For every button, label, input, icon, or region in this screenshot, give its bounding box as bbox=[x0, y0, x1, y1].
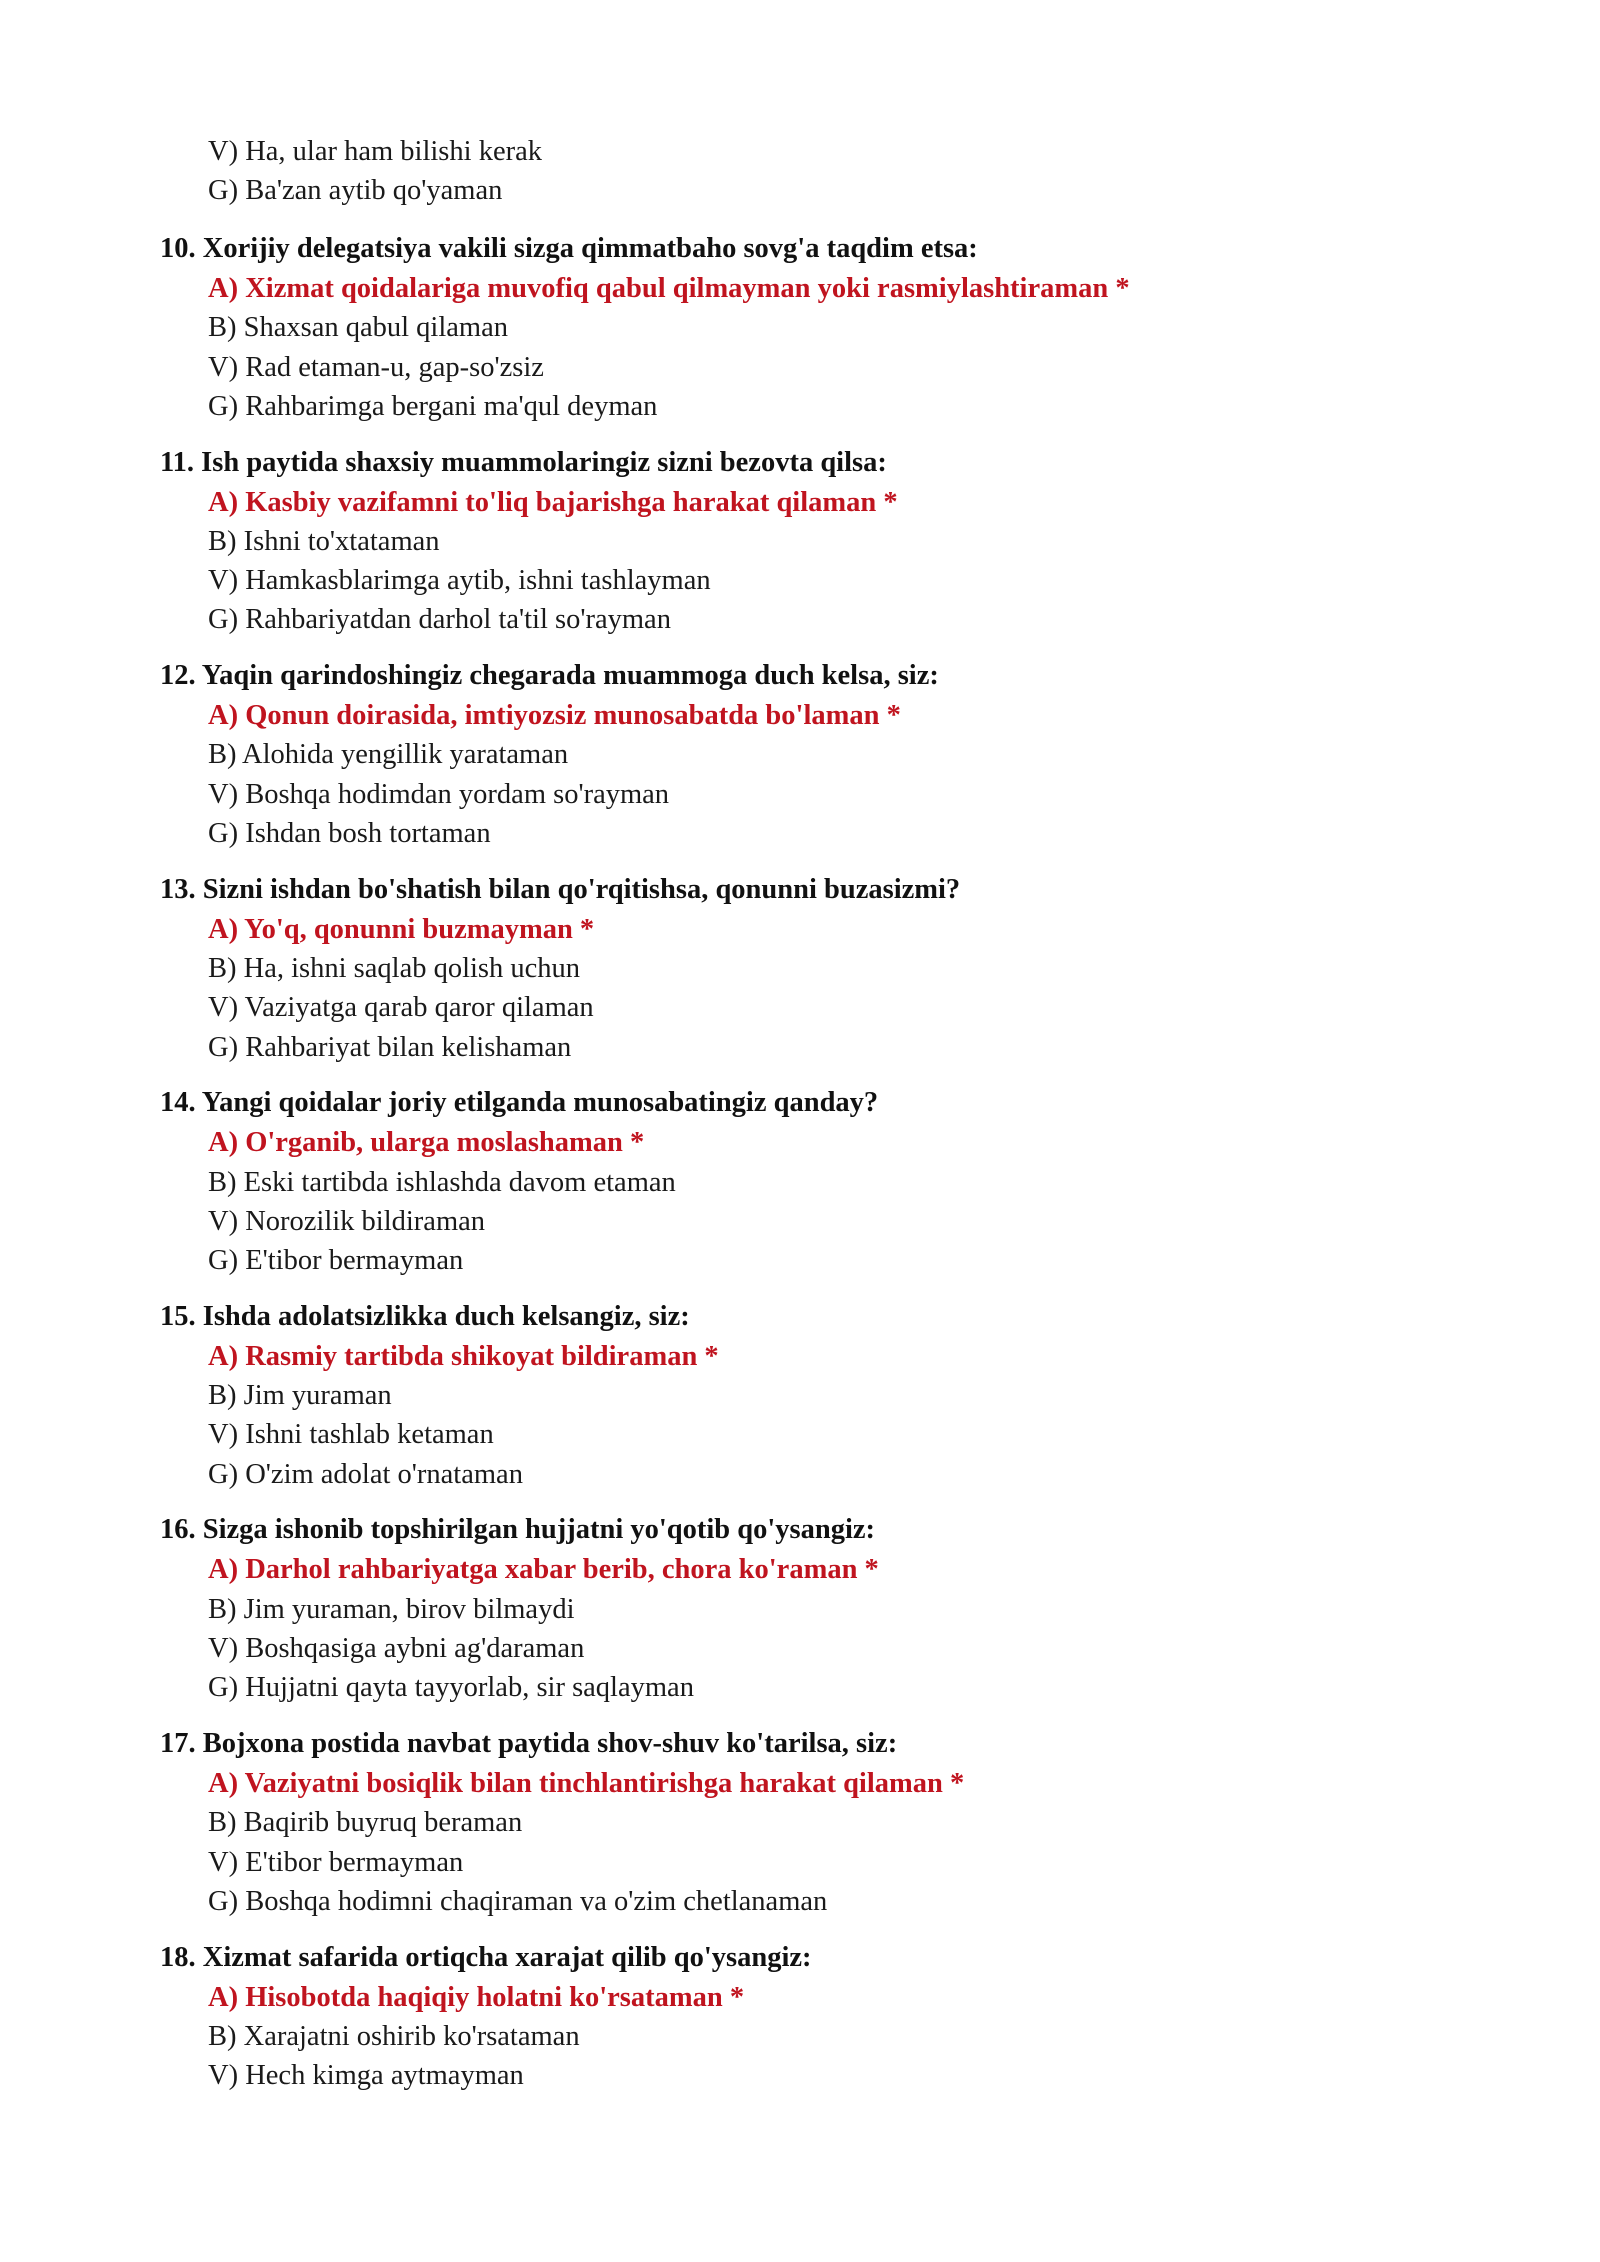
answer-option: G) Rahbariyat bilan kelishaman bbox=[208, 1031, 572, 1063]
question-block bbox=[160, 1083, 1130, 1280]
question-title: 10. Xorijiy delegatsiya vakili sizga qimmatbaho sovg'a taqdim etsa: bbox=[160, 233, 978, 264]
correct-answer-option: A) Yo'q, qonunni buzmayman * bbox=[208, 913, 595, 945]
answer-options bbox=[160, 269, 1130, 426]
answer-option: G) E'tibor bermayman bbox=[208, 1245, 464, 1277]
question-title: 13. Sizni ishdan bo'shatish bilan qo'rqitishsa, qonunni buzasizmi? bbox=[160, 873, 961, 905]
question-block bbox=[160, 656, 1130, 853]
answer-option: V) Hamkasblarimga aytib, ishni tashlayman bbox=[208, 565, 711, 597]
answer-option: B) Ha, ishni saqlab qolish uchun bbox=[208, 953, 581, 985]
answer-option: B) Baqirib buyruq beraman bbox=[208, 1807, 523, 1839]
answer-option: G) Boshqa hodimni chaqiraman va o'zim chetlanaman bbox=[208, 1885, 828, 1917]
correct-answer-option: A) Qonun doirasida, imtiyozsiz munosabatda bo'laman * bbox=[208, 700, 901, 732]
answer-options bbox=[160, 1978, 1130, 2096]
question-block bbox=[160, 1297, 1130, 1494]
answer-option: B) Eski tartibda ishlashda davom etaman bbox=[208, 1166, 676, 1198]
correct-answer-option: A) O'rganib, ularga moslashaman * bbox=[208, 1127, 645, 1159]
question-title: 17. Bojxona postida navbat paytida shov-shuv ko'tarilsa, siz: bbox=[160, 1728, 898, 1760]
question-title: 18. Xizmat safarida ortiqcha xarajat qilib qo'ysangiz: bbox=[160, 1941, 812, 1973]
question-title: 12. Yaqin qarindoshingiz chegarada muammoga duch kelsa, siz: bbox=[160, 660, 939, 692]
answer-options bbox=[160, 1123, 1130, 1280]
answer-options bbox=[160, 696, 1130, 853]
correct-answer-option: A) Darhol rahbariyatga xabar berib, chora ko'raman * bbox=[208, 1554, 879, 1586]
answer-option: V) Boshqasiga aybni ag'daraman bbox=[208, 1633, 585, 1665]
question-block bbox=[160, 229, 1130, 426]
answer-option: V) Hech kimga aytmayman bbox=[208, 2060, 524, 2092]
answer-options bbox=[160, 1764, 1130, 1921]
answer-options bbox=[160, 1550, 1130, 1707]
question-title: 11. Ish paytida shaxsiy muammolaringiz sizni bezovta qilsa: bbox=[160, 446, 887, 478]
answer-options bbox=[160, 483, 1130, 640]
option: G) Ba'zan aytib qo'yaman bbox=[208, 175, 503, 207]
correct-answer-option: A) Hisobotda haqiqiy holatni ko'rsataman * bbox=[208, 1981, 745, 2013]
answer-option: B) Jim yuraman bbox=[208, 1380, 392, 1412]
question-title: 16. Sizga ishonib topshirilgan hujjatni yo'qotib qo'ysangiz: bbox=[160, 1514, 876, 1546]
question-block bbox=[160, 1510, 1130, 1707]
answer-option: V) Boshqa hodimdan yordam so'rayman bbox=[208, 778, 670, 810]
question-title: 15. Ishda adolatsizlikka duch kelsangiz, siz: bbox=[160, 1300, 690, 1332]
correct-answer-option: A) Rasmiy tartibda shikoyat bildiraman * bbox=[208, 1340, 719, 1372]
answer-option: G) Rahbariyatdan darhol ta'til so'rayman bbox=[208, 604, 671, 636]
answer-option: V) Vaziyatga qarab qaror qilaman bbox=[208, 992, 594, 1024]
correct-answer-option: A) Kasbiy vazifamni to'liq bajarishga harakat qilaman * bbox=[208, 486, 898, 518]
answer-option: G) Hujjatni qayta tayyorlab, sir saqlayman bbox=[208, 1672, 694, 1704]
continued-options bbox=[208, 132, 542, 211]
question-block bbox=[160, 1938, 1130, 2096]
answer-option: B) Xarajatni oshirib ko'rsataman bbox=[208, 2020, 580, 2052]
question-title: 14. Yangi qoidalar joriy etilganda munosabatingiz qanday? bbox=[160, 1087, 879, 1119]
answer-options bbox=[160, 1337, 1130, 1494]
answer-option: G) Rahbarimga bergani ma'qul deyman bbox=[208, 390, 658, 422]
answer-options bbox=[160, 910, 1130, 1067]
correct-answer-option: A) Vaziyatni bosiqlik bilan tinchlantirishga harakat qilaman * bbox=[208, 1768, 965, 1800]
question-block bbox=[160, 1724, 1130, 1921]
question-block bbox=[160, 870, 1130, 1067]
option: V) Ha, ular ham bilishi kerak bbox=[208, 136, 542, 167]
correct-answer-option: A) Xizmat qoidalariga muvofiq qabul qilmayman yoki rasmiylashtiraman * bbox=[208, 273, 1130, 304]
answer-option: V) E'tibor bermayman bbox=[208, 1846, 464, 1878]
answer-option: G) O'zim adolat o'rnataman bbox=[208, 1458, 523, 1490]
answer-option: B) Jim yuraman, birov bilmaydi bbox=[208, 1593, 575, 1625]
answer-option: V) Norozilik bildiraman bbox=[208, 1205, 486, 1237]
answer-option: B) Shaxsan qabul qilaman bbox=[208, 312, 508, 344]
answer-option: G) Ishdan bosh tortaman bbox=[208, 818, 491, 850]
answer-option: V) Ishni tashlab ketaman bbox=[208, 1419, 494, 1451]
question-list bbox=[160, 229, 1130, 2112]
question-block bbox=[160, 443, 1130, 640]
answer-option: B) Alohida yengillik yarataman bbox=[208, 739, 569, 771]
answer-option: B) Ishni to'xtataman bbox=[208, 525, 440, 557]
answer-option: V) Rad etaman-u, gap-so'zsiz bbox=[208, 351, 544, 383]
